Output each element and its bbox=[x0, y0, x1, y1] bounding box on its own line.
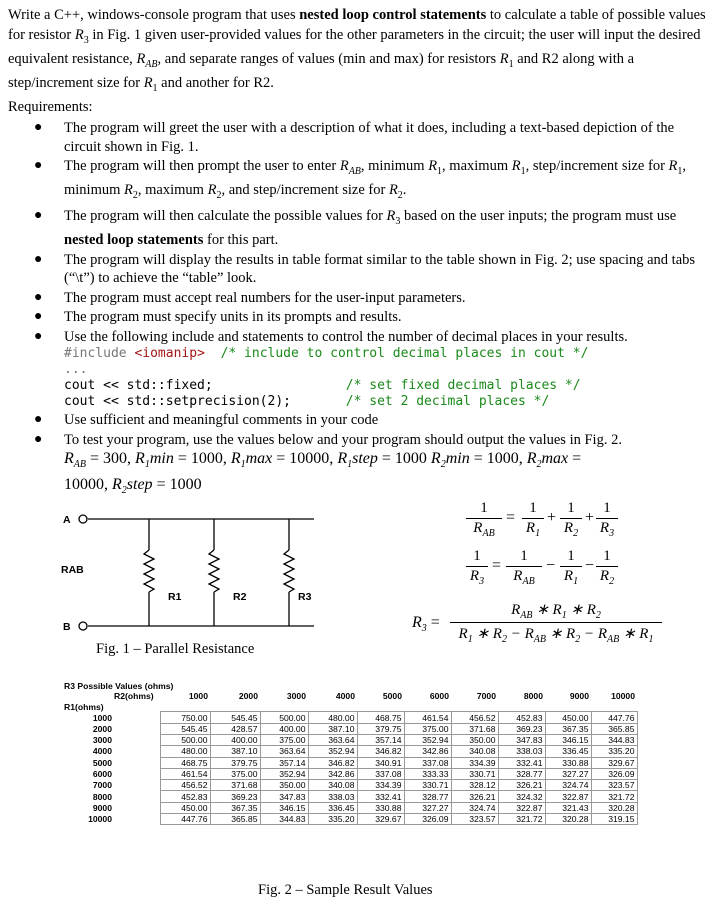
table-spacer bbox=[114, 780, 160, 791]
table-cell: 357.14 bbox=[260, 757, 308, 768]
requirement-item: ● Use the following include and statements to control the number of decimal places in your results. #include <iomanip> /* include to control decimal places in cout */ ... cout << std::fixed; /* set fixed decimal places */ cout << std::setprecision(2); /* set 2 decimal places */ bbox=[8, 328, 710, 411]
table-cell: 500.00 bbox=[260, 712, 308, 723]
table-cell: 352.94 bbox=[308, 746, 357, 757]
table-cell: 329.67 bbox=[357, 814, 404, 825]
table-cell: 322.87 bbox=[545, 791, 591, 802]
table-cell: 365.85 bbox=[591, 723, 637, 734]
table-cell: 328.77 bbox=[404, 791, 451, 802]
table-cell: 340.08 bbox=[308, 780, 357, 791]
table-cell: 452.83 bbox=[160, 791, 210, 802]
table-cell: 369.23 bbox=[498, 723, 545, 734]
table-cell: 326.21 bbox=[498, 780, 545, 791]
table-cell: 400.00 bbox=[260, 723, 308, 734]
table-cell: 379.75 bbox=[210, 757, 260, 768]
table-cell: 375.00 bbox=[260, 734, 308, 745]
intro-text-4: , and separate ranges of values (min and max) for resistors bbox=[157, 50, 500, 67]
frac-1-r1: 1 $R_1$ bbox=[522, 500, 544, 539]
table-cell: 326.09 bbox=[404, 814, 451, 825]
table-cell: 379.75 bbox=[357, 723, 404, 734]
column-header: 9000 bbox=[569, 691, 589, 702]
table-row bbox=[64, 746, 637, 757]
table-spacer bbox=[114, 723, 160, 734]
table-cell: 456.52 bbox=[451, 712, 498, 723]
table-cell: 545.45 bbox=[160, 723, 210, 734]
row-header: 7000 bbox=[92, 780, 112, 791]
column-header: 5000 bbox=[382, 691, 402, 702]
table-cell: 329.67 bbox=[591, 757, 637, 768]
frac-1-r3: 1 $R_3$ bbox=[596, 500, 618, 539]
table-cell: 333.33 bbox=[404, 768, 451, 779]
table-cell: 334.39 bbox=[451, 757, 498, 768]
table-cell: 342.86 bbox=[404, 746, 451, 757]
requirement-item: ● The program will display the results in table format similar to the table shown in Fig. 2; use spacing and tabs (“\t”) to achieve the “table” look. bbox=[34, 251, 696, 287]
intro-text-2: to calculate a table of possible values for resistor bbox=[8, 7, 706, 43]
table-spacer bbox=[114, 814, 160, 825]
frac-2-rab: 1 $R_{AB}$ bbox=[506, 548, 542, 587]
table-row bbox=[64, 712, 637, 723]
table-cell: 335.20 bbox=[591, 746, 637, 757]
table-row bbox=[64, 757, 637, 768]
terminal-b bbox=[79, 622, 87, 630]
intro-bold: nested loop control statements bbox=[299, 7, 487, 23]
table-cell: 375.00 bbox=[210, 768, 260, 779]
table-row bbox=[64, 723, 637, 734]
table-cell: 750.00 bbox=[160, 712, 210, 723]
row-header: 3000 bbox=[92, 735, 112, 746]
r3-symbol: R bbox=[74, 26, 84, 43]
table-cell: 328.12 bbox=[451, 780, 498, 791]
table-cell: 320.28 bbox=[545, 814, 591, 825]
label-r1: R1 bbox=[168, 591, 182, 603]
table-cell: 326.21 bbox=[451, 791, 498, 802]
table-cell: 340.08 bbox=[451, 746, 498, 757]
r1-resistor bbox=[144, 550, 154, 592]
col-axis-label: R2(ohms) bbox=[114, 691, 154, 702]
requirements-list bbox=[8, 119, 710, 503]
table-cell: 330.71 bbox=[451, 768, 498, 779]
table-cell: 338.03 bbox=[498, 746, 545, 757]
column-header: 10000 bbox=[611, 691, 635, 702]
table-spacer bbox=[114, 768, 160, 779]
table-cell: 320.28 bbox=[591, 802, 637, 813]
table-cell: 452.83 bbox=[498, 712, 545, 723]
table-cell: 468.75 bbox=[357, 712, 404, 723]
table-cell: 327.27 bbox=[545, 768, 591, 779]
table-cell: 324.32 bbox=[498, 791, 545, 802]
table-cell: 371.68 bbox=[451, 723, 498, 734]
row-header: 4000 bbox=[92, 746, 112, 757]
table-cell: 340.91 bbox=[357, 757, 404, 768]
frac-1-rab: 1 $R_{AB}$ bbox=[466, 500, 502, 539]
label-rab: RAB bbox=[61, 564, 84, 576]
table-cell: 335.20 bbox=[308, 814, 357, 825]
table-cell: 365.85 bbox=[210, 814, 260, 825]
table-cell: 346.15 bbox=[545, 734, 591, 745]
table-cell: 461.54 bbox=[160, 768, 210, 779]
table-row bbox=[64, 802, 637, 813]
table-cell: 371.68 bbox=[210, 780, 260, 791]
table-cell: 346.82 bbox=[308, 757, 357, 768]
table-cell: 347.83 bbox=[260, 791, 308, 802]
requirement-item: ● To test your program, use the values below and your program should output the values in Fig. 2. $R_{AB} = 300$, $R_1\min = 1000$, $R_1\max = 10000$, $R_1step = 1000$ $R_2\min = 1000$, $R_2\max$ = 10000, $R_2step = 1000$ bbox=[8, 431, 710, 502]
table-cell: 321.43 bbox=[545, 802, 591, 813]
table-cell: 321.72 bbox=[498, 814, 545, 825]
column-header: 2000 bbox=[238, 691, 258, 702]
label-r2: R2 bbox=[233, 591, 247, 603]
table-spacer bbox=[114, 802, 160, 813]
table-spacer bbox=[114, 734, 160, 745]
column-header: 3000 bbox=[286, 691, 306, 702]
table-spacer bbox=[114, 757, 160, 768]
rab-symbol: R bbox=[136, 50, 146, 67]
requirement-item: ● The program will then prompt the user to enter $R_{AB}$, minimum $R_1$, maximum $R_1$, step/increment size for $R_1$, minimum $R_2$, maximum $R_2$, and step/increment size for $R_2$. bbox=[34, 158, 687, 202]
table-cell: 323.57 bbox=[451, 814, 498, 825]
frac-3: $R_{AB}$ ∗ $R_1$ ∗ $R_2$ $R_1$ ∗ $R_2 - R_{AB}$ ∗ $R_2 - R_{AB}$ ∗ $R_1$ bbox=[450, 600, 662, 645]
table-cell: 450.00 bbox=[160, 802, 210, 813]
table-title: R3 Possible Values (ohms) bbox=[64, 681, 174, 692]
frac-1-r2: 1 $R_2$ bbox=[560, 500, 582, 539]
requirement-item: ● Use sufficient and meaningful comments in your code bbox=[34, 412, 379, 429]
table-cell: 357.14 bbox=[357, 734, 404, 745]
intro-text-5: and R2 along with a step/increment size for bbox=[8, 50, 635, 92]
code-block: #include <iomanip> /* include to control decimal places in cout */ ... cout << std::fixed; /* set fixed decimal places */ cout << std::setprecision(2); /* set 2 decimal places */ bbox=[64, 346, 589, 410]
label-b: B bbox=[63, 621, 71, 633]
requirements-title: Requirements: bbox=[8, 99, 93, 115]
table-cell: 352.94 bbox=[260, 768, 308, 779]
column-header: 1000 bbox=[188, 691, 208, 702]
table-cell: 337.08 bbox=[404, 757, 451, 768]
results-table-wrap bbox=[64, 681, 659, 825]
table-row-label-row bbox=[64, 702, 637, 712]
frac-2-r2: 1 $R_2$ bbox=[596, 548, 618, 587]
table-spacer bbox=[114, 712, 160, 723]
table-spacer bbox=[114, 746, 160, 757]
requirement-item: ● The program will greet the user with a description of what it does, including a text-based depiction of the circuit shown in Fig. 1. bbox=[34, 120, 675, 155]
table-cell: 322.87 bbox=[498, 802, 545, 813]
circuit-diagram bbox=[58, 500, 388, 660]
table-cell: 326.09 bbox=[591, 768, 637, 779]
table-cell: 337.08 bbox=[357, 768, 404, 779]
table-cell: 330.88 bbox=[357, 802, 404, 813]
table-cell: 346.15 bbox=[260, 802, 308, 813]
table-cell: 387.10 bbox=[308, 723, 357, 734]
table-spacer bbox=[114, 791, 160, 802]
table-cell: 332.41 bbox=[357, 791, 404, 802]
table-cell: 319.15 bbox=[591, 814, 637, 825]
row-header: 9000 bbox=[92, 802, 112, 813]
test-values: $R_{AB} = 300$, $R_1\min = 1000$, $R_1\max = 10000$, $R_1step = 1000$ $R_2\min = 1000$, $R_2\max$ = 10000, $R_2step = 1000$ bbox=[64, 450, 582, 497]
table-cell: 342.86 bbox=[308, 768, 357, 779]
table-cell: 375.00 bbox=[404, 723, 451, 734]
table-cell: 545.45 bbox=[210, 712, 260, 723]
formulas: 1 $R_{AB}$ = 1 $R_1$ + 1 $R_2$ + 1 $R_3$ 1 $R_3$ = 1 $R_{AB}$ − 1 $R_1$ − 1 $R_2$ $R_3$ = $R_{AB}$ ∗ $R_1$ ∗ $R_2$ $R_1$ ∗ $R_2 - R_{AB}$ ∗ $R_2 - R_{AB}$ ∗ $R_1$ bbox=[400, 496, 700, 646]
table-cell: 346.82 bbox=[357, 746, 404, 757]
table-cell: 352.94 bbox=[404, 734, 451, 745]
intro-text-3: in Fig. 1 given user-provided values for the other parameters in the circuit; the user will input the desired equivalent resistance, bbox=[8, 26, 701, 67]
r3-resistor bbox=[284, 550, 294, 592]
table-cell: 323.57 bbox=[591, 780, 637, 791]
table-cell: 338.03 bbox=[308, 791, 357, 802]
table-row bbox=[64, 768, 637, 779]
table-cell: 324.74 bbox=[545, 780, 591, 791]
column-header: 7000 bbox=[476, 691, 496, 702]
row-header: 8000 bbox=[92, 791, 112, 802]
table-cell: 347.83 bbox=[498, 734, 545, 745]
table-cell: 461.54 bbox=[404, 712, 451, 723]
table-row bbox=[64, 734, 637, 745]
row-header: 10000 bbox=[88, 814, 112, 825]
table-cell: 321.72 bbox=[591, 791, 637, 802]
table-cell: 400.00 bbox=[210, 734, 260, 745]
row-header: 5000 bbox=[92, 757, 112, 768]
frac-2-r1: 1 $R_1$ bbox=[560, 548, 582, 587]
table-cell: 447.76 bbox=[160, 814, 210, 825]
table-cell: 450.00 bbox=[545, 712, 591, 723]
fig2-caption: Fig. 2 – Sample Result Values bbox=[258, 882, 433, 898]
table-cell: 344.83 bbox=[260, 814, 308, 825]
row-header: 1000 bbox=[92, 712, 112, 723]
table-cell: 350.00 bbox=[451, 734, 498, 745]
intro-text-6: and another for R2. bbox=[157, 75, 274, 92]
fig1-caption: Fig. 1 – Parallel Resistance bbox=[96, 641, 255, 657]
table-cell: 367.35 bbox=[210, 802, 260, 813]
table-cell: 330.88 bbox=[545, 757, 591, 768]
column-header: 4000 bbox=[335, 691, 355, 702]
frac-2-r3: 1 $R_3$ bbox=[466, 548, 488, 587]
table-cell: 334.39 bbox=[357, 780, 404, 791]
r2-resistor bbox=[209, 550, 219, 592]
requirement-item: ● The program will then calculate the possible values for $R_3$ based on the user inputs; the program must use nested loop statements for this part. bbox=[34, 207, 677, 249]
table-corner bbox=[64, 691, 114, 701]
table-cell: 332.41 bbox=[498, 757, 545, 768]
table-cell: 324.74 bbox=[451, 802, 498, 813]
table-cell: 468.75 bbox=[160, 757, 210, 768]
table-cell: 480.00 bbox=[160, 746, 210, 757]
column-header: 8000 bbox=[523, 691, 543, 702]
table-header-row bbox=[64, 691, 637, 701]
table-cell: 447.76 bbox=[591, 712, 637, 723]
column-header: 6000 bbox=[429, 691, 449, 702]
requirement-item: ● The program must accept real numbers for the user-input parameters. bbox=[34, 289, 466, 306]
label-r3: R3 bbox=[298, 591, 312, 603]
requirement-item: ● The program must specify units in its prompts and results. bbox=[34, 309, 402, 326]
intro-paragraph: Write a C++, windows-console program that uses nested loop control statements to calculate a table of possible values for resistor $R_3$ in Fig. 1 given user-provided values for the other parameters in the circuit; the user will input the desired equivalent resistance, $R_{AB}$, and separate ranges of values (min and max) for resistors $R_1$ and R2 along with a step/increment size for $R_1$ and another for R2. bbox=[8, 7, 706, 95]
table-row bbox=[64, 814, 637, 825]
table-row bbox=[64, 791, 637, 802]
table-cell: 327.27 bbox=[404, 802, 451, 813]
row-header: 6000 bbox=[92, 769, 112, 780]
table-cell: 456.52 bbox=[160, 780, 210, 791]
terminal-a bbox=[79, 515, 87, 523]
label-a: A bbox=[63, 514, 71, 526]
table-cell: 336.45 bbox=[308, 802, 357, 813]
table-cell: 328.77 bbox=[498, 768, 545, 779]
table-cell: 330.71 bbox=[404, 780, 451, 791]
results-table bbox=[64, 681, 638, 825]
table-row bbox=[64, 780, 637, 791]
table-cell: 363.64 bbox=[308, 734, 357, 745]
table-cell: 344.83 bbox=[591, 734, 637, 745]
table-cell: 336.45 bbox=[545, 746, 591, 757]
intro-text-1: Write a C++, windows-console program that uses bbox=[8, 7, 300, 23]
table-cell: 480.00 bbox=[308, 712, 357, 723]
row-header: 2000 bbox=[92, 723, 112, 734]
table-cell: 387.10 bbox=[210, 746, 260, 757]
table-title-row bbox=[64, 681, 637, 691]
table-cell: 367.35 bbox=[545, 723, 591, 734]
table-cell: 500.00 bbox=[160, 734, 210, 745]
table-cell: 363.64 bbox=[260, 746, 308, 757]
row-axis-label: R1(ohms) bbox=[64, 701, 104, 712]
table-cell: 369.23 bbox=[210, 791, 260, 802]
table-cell: 350.00 bbox=[260, 780, 308, 791]
table-cell: 428.57 bbox=[210, 723, 260, 734]
r3-eq-lhs: $R_3$ = bbox=[412, 614, 440, 635]
